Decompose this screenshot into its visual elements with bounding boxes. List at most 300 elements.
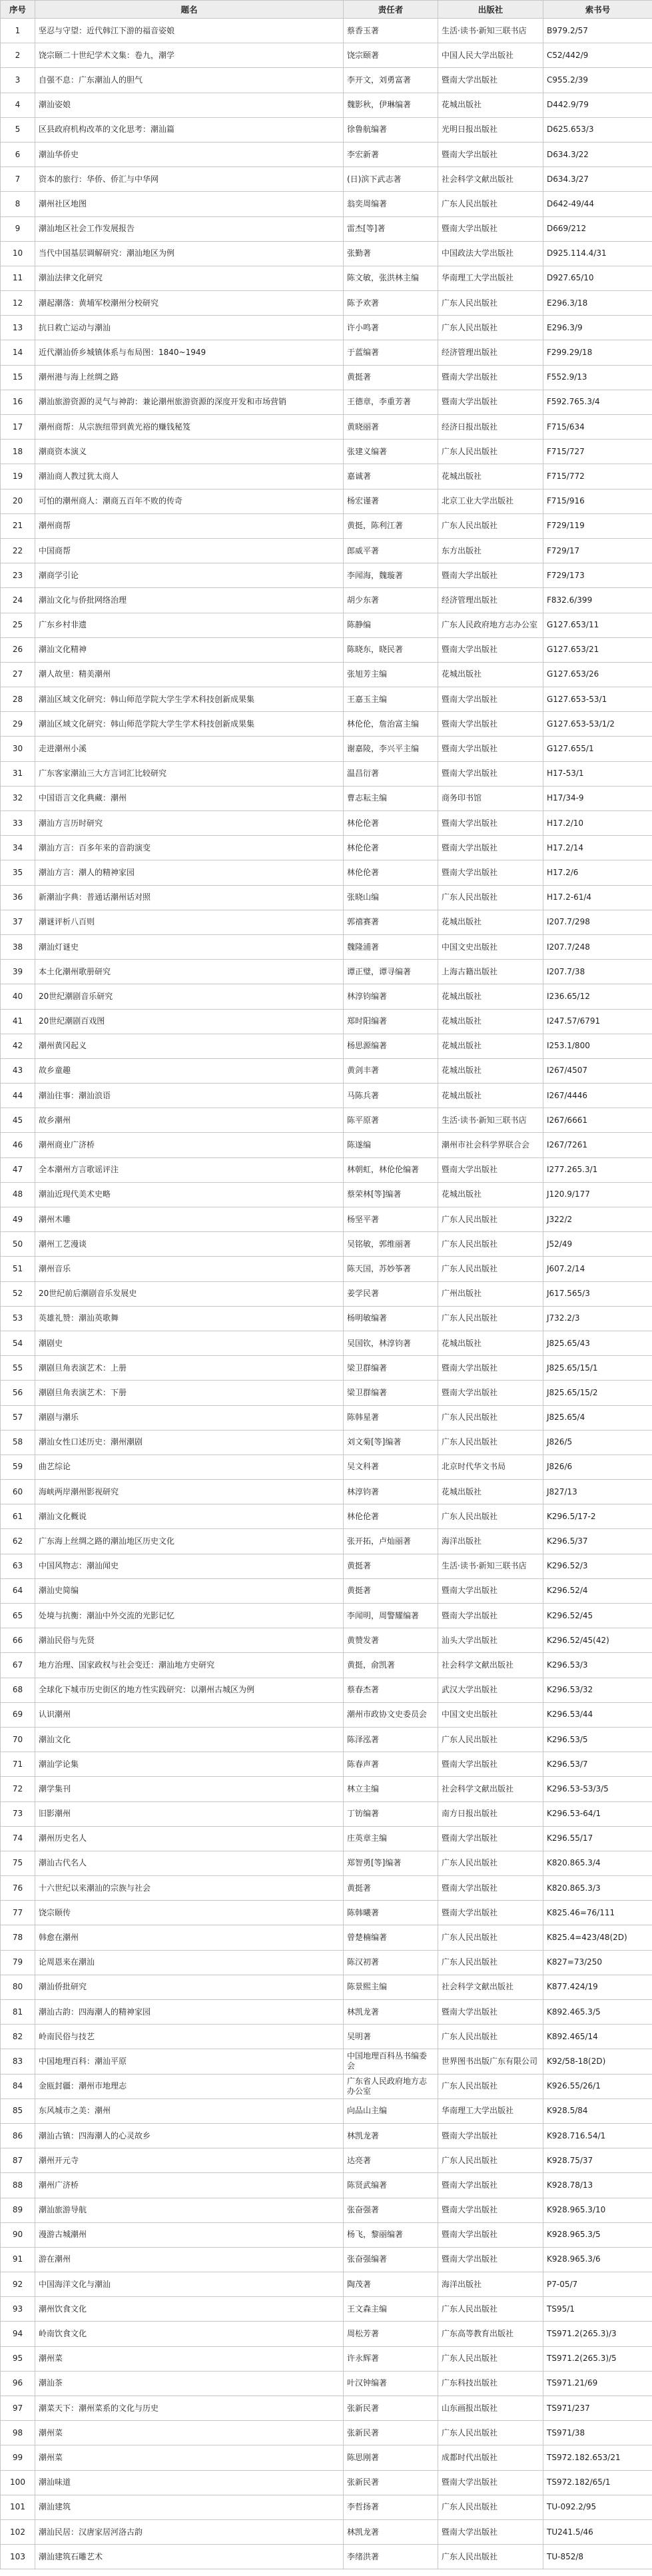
- cell-title: 潮汕文化与侨批网络治理: [35, 588, 344, 613]
- cell-publisher: 暨南大学出版社: [438, 1381, 543, 1405]
- cell-title: 潮州菜: [35, 2346, 344, 2371]
- table-row: [1, 1232, 652, 1257]
- cell-title: 潮汕方言：百多年来的音韵演变: [35, 836, 344, 860]
- table-row: [1, 1084, 652, 1108]
- cell-call-number: C955.2/39: [543, 68, 652, 93]
- cell-index: 40: [1, 984, 35, 1009]
- cell-author: 李绪洪著: [344, 2545, 438, 2569]
- cell-publisher: 中国文史出版社: [438, 934, 543, 959]
- cell-call-number: K877.424/19: [543, 1975, 652, 1999]
- cell-author: 曾楚楠编著: [344, 1925, 438, 1950]
- cell-index: 73: [1, 1801, 35, 1826]
- cell-index: 35: [1, 860, 35, 885]
- table-row: [1, 1578, 652, 1603]
- cell-call-number: J120.9/177: [543, 1182, 652, 1207]
- cell-index: 71: [1, 1752, 35, 1777]
- cell-title: 岭南民俗与技艺: [35, 2025, 344, 2049]
- cell-title: 潮汕民俗与先贤: [35, 1628, 344, 1653]
- cell-author: 林伦伦著: [344, 1504, 438, 1529]
- table-row: [1, 2371, 652, 2396]
- table-row: [1, 1554, 652, 1578]
- cell-author: 魏影秋，伊琳编著: [344, 93, 438, 117]
- cell-author: 陈韩曦著: [344, 1901, 438, 1925]
- cell-publisher: 暨南大学出版社: [438, 2198, 543, 2222]
- cell-title: 故乡潮州: [35, 1108, 344, 1133]
- cell-author: 林伦伦著: [344, 811, 438, 836]
- table-row: [1, 2445, 652, 2470]
- cell-author: 周松芳著: [344, 2322, 438, 2346]
- table-row: [1, 1009, 652, 1034]
- cell-index: 55: [1, 1356, 35, 1381]
- cell-publisher: 海洋出版社: [438, 1529, 543, 1554]
- cell-title: 新潮汕字典：普通话潮州话对照: [35, 885, 344, 910]
- cell-index: 49: [1, 1207, 35, 1232]
- cell-author: 郭禧赛著: [344, 910, 438, 934]
- cell-call-number: I207.7/248: [543, 934, 652, 959]
- cell-index: 87: [1, 2148, 35, 2173]
- cell-call-number: E296.3/9: [543, 316, 652, 340]
- cell-index: 66: [1, 1628, 35, 1653]
- cell-call-number: K928.78/13: [543, 2173, 652, 2198]
- cell-publisher: 暨南大学出版社: [438, 1157, 543, 1182]
- table-row: [1, 2123, 652, 2148]
- cell-index: 90: [1, 2222, 35, 2247]
- cell-index: 58: [1, 1430, 35, 1454]
- cell-index: 80: [1, 1975, 35, 1999]
- cell-publisher: 生活·读书·新知三联书店: [438, 19, 543, 43]
- cell-call-number: K928.965.3/6: [543, 2247, 652, 2272]
- cell-publisher: 花城出版社: [438, 1331, 543, 1355]
- cell-author: 李开文，刘勇富著: [344, 68, 438, 93]
- cell-author: 陈晓东，晓民著: [344, 637, 438, 662]
- table-row: [1, 1727, 652, 1752]
- cell-publisher: 生活·读书·新知三联书店: [438, 1554, 543, 1578]
- cell-call-number: K892.465/14: [543, 2025, 652, 2049]
- table-row: [1, 1529, 652, 1554]
- cell-index: 64: [1, 1578, 35, 1603]
- cell-author: 黄挺著: [344, 1578, 438, 1603]
- table-row: [1, 538, 652, 563]
- cell-index: 102: [1, 2519, 35, 2544]
- cell-call-number: I267/6661: [543, 1108, 652, 1133]
- cell-publisher: 花城出版社: [438, 1182, 543, 1207]
- table-row: [1, 1430, 652, 1454]
- cell-index: 54: [1, 1331, 35, 1355]
- cell-call-number: H17/34-9: [543, 786, 652, 810]
- cell-call-number: I253.1/800: [543, 1034, 652, 1058]
- cell-publisher: 汕头大学出版社: [438, 1628, 543, 1653]
- cell-author: 张新民著: [344, 2421, 438, 2445]
- cell-author: 陈汉初著: [344, 1950, 438, 1975]
- cell-title: 潮州商业广济桥: [35, 1133, 344, 1157]
- table-row: [1, 1777, 652, 1801]
- cell-index: 8: [1, 192, 35, 216]
- table-row: [1, 68, 652, 93]
- cell-call-number: K296.53/32: [543, 1678, 652, 1702]
- cell-title: 20世纪前后潮剧音乐发展史: [35, 1281, 344, 1306]
- cell-publisher: 广东人民出版社: [438, 2346, 543, 2371]
- cell-author: 郑智勇[等]编著: [344, 1851, 438, 1875]
- cell-call-number: D925.114.4/31: [543, 241, 652, 266]
- cell-publisher: 经济管理出版社: [438, 340, 543, 365]
- cell-call-number: J826/6: [543, 1454, 652, 1479]
- cell-publisher: 暨南大学出版社: [438, 737, 543, 761]
- cell-author: 达亮著: [344, 2148, 438, 2173]
- cell-index: 88: [1, 2173, 35, 2198]
- cell-index: 94: [1, 2322, 35, 2346]
- cell-call-number: H17-53/1: [543, 761, 652, 786]
- header-title: 题名: [35, 1, 344, 19]
- cell-publisher: 暨南大学出版社: [438, 1876, 543, 1901]
- table-row: [1, 2000, 652, 2025]
- cell-title: 曲艺综论: [35, 1454, 344, 1479]
- cell-author: 黄挺著: [344, 1876, 438, 1901]
- table-row: [1, 2495, 652, 2519]
- cell-index: 15: [1, 365, 35, 390]
- cell-index: 89: [1, 2198, 35, 2222]
- cell-author: 林伦伦著: [344, 836, 438, 860]
- cell-title: 抗日救亡运动与潮汕: [35, 316, 344, 340]
- cell-author: 黄挺，俞凯著: [344, 1653, 438, 1678]
- cell-index: 51: [1, 1257, 35, 1281]
- cell-title: 潮汕区域文化研究：韩山师范学院大学生学术科技创新成果集: [35, 687, 344, 712]
- cell-title: 潮汕古代名人: [35, 1851, 344, 1875]
- cell-index: 98: [1, 2421, 35, 2445]
- table-row: [1, 984, 652, 1009]
- cell-publisher: 广东人民出版社: [438, 1727, 543, 1752]
- cell-author: 丁钫编著: [344, 1801, 438, 1826]
- table-row: [1, 2545, 652, 2569]
- cell-title: 东风城市之美：潮州: [35, 2098, 344, 2123]
- cell-author: 姜学民著: [344, 1281, 438, 1306]
- cell-call-number: D442.9/79: [543, 93, 652, 117]
- table-row: [1, 142, 652, 166]
- cell-publisher: 中国政法大学出版社: [438, 241, 543, 266]
- cell-author: 刘文菊[等]编著: [344, 1430, 438, 1454]
- table-row: [1, 2322, 652, 2346]
- cell-title: 潮州工艺漫谈: [35, 1232, 344, 1257]
- cell-author: 广东省人民政府地方志办公室: [344, 2074, 438, 2098]
- table-row: [1, 464, 652, 489]
- cell-author: 黄赞发著: [344, 1628, 438, 1653]
- cell-author: 陈思刚著: [344, 2445, 438, 2470]
- cell-title: 全球化下城市历史街区的地方性实践研究：以潮州古城区为例: [35, 1678, 344, 1702]
- cell-author: 翁奕周编著: [344, 192, 438, 216]
- table-row: [1, 19, 652, 43]
- cell-publisher: 广东人民出版社: [438, 2025, 543, 2049]
- header-publisher: 出版社: [438, 1, 543, 19]
- table-row: [1, 1405, 652, 1430]
- cell-call-number: G127.653-53/1: [543, 687, 652, 712]
- table-row: [1, 1653, 652, 1678]
- cell-publisher: 花城出版社: [438, 910, 543, 934]
- cell-publisher: 花城出版社: [438, 93, 543, 117]
- cell-index: 61: [1, 1504, 35, 1529]
- cell-index: 2: [1, 43, 35, 68]
- table-row: [1, 1257, 652, 1281]
- cell-title: 潮州社区地图: [35, 192, 344, 216]
- cell-publisher: 广东人民出版社: [438, 291, 543, 316]
- cell-author: 林淳钧著: [344, 1480, 438, 1504]
- cell-index: 84: [1, 2074, 35, 2098]
- cell-publisher: 暨南大学出版社: [438, 216, 543, 241]
- cell-call-number: TS971.2(265.3)/5: [543, 2346, 652, 2371]
- cell-publisher: 广东人民出版社: [438, 1405, 543, 1430]
- cell-index: 10: [1, 241, 35, 266]
- cell-index: 83: [1, 2049, 35, 2074]
- table-row: [1, 2074, 652, 2098]
- cell-call-number: K296.53-64/1: [543, 1801, 652, 1826]
- cell-call-number: F715/634: [543, 415, 652, 440]
- cell-index: 68: [1, 1678, 35, 1702]
- cell-index: 48: [1, 1182, 35, 1207]
- cell-call-number: D669/212: [543, 216, 652, 241]
- cell-title: 20世纪潮剧音乐研究: [35, 984, 344, 1009]
- cell-author: 李闻海，魏璇著: [344, 563, 438, 588]
- cell-index: 31: [1, 761, 35, 786]
- table-row: [1, 43, 652, 68]
- cell-title: 英雄礼赞：潮汕英歌舞: [35, 1306, 344, 1331]
- cell-author: 张奋强编著: [344, 2247, 438, 2272]
- cell-index: 34: [1, 836, 35, 860]
- cell-title: 潮汕方言历时研究: [35, 811, 344, 836]
- cell-author: 陶茂著: [344, 2272, 438, 2297]
- cell-call-number: J826/5: [543, 1430, 652, 1454]
- cell-title: 潮汕味道: [35, 2470, 344, 2495]
- cell-index: 47: [1, 1157, 35, 1182]
- cell-call-number: B979.2/57: [543, 19, 652, 43]
- cell-author: 马陈兵著: [344, 1084, 438, 1108]
- cell-publisher: 广东人民出版社: [438, 885, 543, 910]
- cell-index: 78: [1, 1925, 35, 1950]
- cell-index: 3: [1, 68, 35, 93]
- cell-author: 陈遂编: [344, 1133, 438, 1157]
- table-row: [1, 885, 652, 910]
- cell-author: 陈贤武编著: [344, 2173, 438, 2198]
- cell-title: 全本潮州方言歌谣评注: [35, 1157, 344, 1182]
- table-row: [1, 1604, 652, 1628]
- cell-index: 99: [1, 2445, 35, 2470]
- cell-title: 潮汕方言：潮人的精神家园: [35, 860, 344, 885]
- table-row: [1, 712, 652, 737]
- cell-title: 潮汕华侨史: [35, 142, 344, 166]
- cell-publisher: 花城出版社: [438, 1480, 543, 1504]
- cell-index: 75: [1, 1851, 35, 1875]
- cell-index: 59: [1, 1454, 35, 1479]
- cell-publisher: 广东人民出版社: [438, 2495, 543, 2519]
- table-row: [1, 1702, 652, 1727]
- cell-author: 蔡香玉著: [344, 19, 438, 43]
- cell-call-number: K296.52/45: [543, 1604, 652, 1628]
- cell-title: 认识潮州: [35, 1702, 344, 1727]
- cell-call-number: TS972.182/65/1: [543, 2470, 652, 2495]
- cell-call-number: TS971.2(265.3)/3: [543, 2322, 652, 2346]
- cell-index: 103: [1, 2545, 35, 2569]
- table-row: [1, 1454, 652, 1479]
- table-row: [1, 266, 652, 290]
- cell-call-number: G127.655/1: [543, 737, 652, 761]
- cell-call-number: I207.7/38: [543, 960, 652, 984]
- cell-title: 潮州开元寺: [35, 2148, 344, 2173]
- cell-title: 本土化潮州歌册研究: [35, 960, 344, 984]
- cell-author: 饶宗颐著: [344, 43, 438, 68]
- cell-publisher: 社会科学文献出版社: [438, 1653, 543, 1678]
- cell-title: 潮汕女性口述历史：潮州潮剧: [35, 1430, 344, 1454]
- cell-index: 23: [1, 563, 35, 588]
- cell-call-number: J825.65/4: [543, 1405, 652, 1430]
- cell-title: 中国风物志：潮汕闻史: [35, 1554, 344, 1578]
- table-row: [1, 192, 652, 216]
- cell-call-number: F552.9/13: [543, 365, 652, 390]
- cell-title: 潮汕商人教过犹太商人: [35, 464, 344, 489]
- cell-title: 潮谜评析八百则: [35, 910, 344, 934]
- cell-call-number: TU-852/8: [543, 2545, 652, 2569]
- cell-author: 吴铭敏，郭维丽著: [344, 1232, 438, 1257]
- cell-title: 潮剧史: [35, 1331, 344, 1355]
- cell-author: 陈春声著: [344, 1752, 438, 1777]
- cell-index: 50: [1, 1232, 35, 1257]
- cell-publisher: 广东人民出版社: [438, 2545, 543, 2569]
- cell-publisher: 中国文史出版社: [438, 1702, 543, 1727]
- cell-publisher: 北京工业大学出版社: [438, 489, 543, 513]
- cell-call-number: TS971/237: [543, 2396, 652, 2421]
- cell-index: 100: [1, 2470, 35, 2495]
- table-row: [1, 1207, 652, 1232]
- cell-call-number: F299.29/18: [543, 340, 652, 365]
- table-row: [1, 216, 652, 241]
- cell-publisher: 广东人民出版社: [438, 2074, 543, 2098]
- cell-author: 吴明著: [344, 2025, 438, 2049]
- cell-publisher: 社会科学文献出版社: [438, 1975, 543, 1999]
- cell-author: 许小鸣著: [344, 316, 438, 340]
- cell-publisher: 经济日报出版社: [438, 415, 543, 440]
- cell-publisher: 花城出版社: [438, 984, 543, 1009]
- cell-publisher: 生活·读书·新知三联书店: [438, 1108, 543, 1133]
- cell-publisher: 暨南大学出版社: [438, 1356, 543, 1381]
- cell-index: 60: [1, 1480, 35, 1504]
- cell-author: 张开拓，卢灿丽著: [344, 1529, 438, 1554]
- cell-call-number: I267/7261: [543, 1133, 652, 1157]
- cell-index: 86: [1, 2123, 35, 2148]
- cell-title: 十六世纪以来潮汕的宗族与社会: [35, 1876, 344, 1901]
- cell-publisher: 广东科技出版社: [438, 2371, 543, 2396]
- cell-index: 101: [1, 2495, 35, 2519]
- cell-index: 65: [1, 1604, 35, 1628]
- cell-index: 81: [1, 2000, 35, 2025]
- cell-title: 海峡两岸潮州影视研究: [35, 1480, 344, 1504]
- cell-call-number: P7-05/7: [543, 2272, 652, 2297]
- cell-publisher: 广东人民出版社: [438, 2297, 543, 2322]
- cell-title: 潮汕姿娘: [35, 93, 344, 117]
- cell-publisher: 武汉大学出版社: [438, 1678, 543, 1702]
- cell-call-number: J827/13: [543, 1480, 652, 1504]
- cell-publisher: 海洋出版社: [438, 2272, 543, 2297]
- cell-author: 张新民著: [344, 2470, 438, 2495]
- cell-author: 杨宏谨著: [344, 489, 438, 513]
- cell-publisher: 花城出版社: [438, 464, 543, 489]
- cell-call-number: K820.865.3/3: [543, 1876, 652, 1901]
- cell-call-number: K296.5/37: [543, 1529, 652, 1554]
- cell-title: 潮州木雕: [35, 1207, 344, 1232]
- cell-author: 林凯龙著: [344, 2519, 438, 2544]
- cell-call-number: J322/2: [543, 1207, 652, 1232]
- table-row: [1, 836, 652, 860]
- cell-publisher: 花城出版社: [438, 662, 543, 687]
- cell-index: 91: [1, 2247, 35, 2272]
- table-row: [1, 2173, 652, 2198]
- cell-call-number: H17.2/14: [543, 836, 652, 860]
- cell-publisher: 广东人民出版社: [438, 1925, 543, 1950]
- cell-title: 广东海上丝绸之路的潮汕地区历史文化: [35, 1529, 344, 1554]
- cell-title: 游在潮州: [35, 2247, 344, 2272]
- cell-title: 潮汕古韵：四海潮人的精神家园: [35, 2000, 344, 2025]
- cell-title: 潮汕灯谜史: [35, 934, 344, 959]
- table-row: [1, 2470, 652, 2495]
- table-row: [1, 1356, 652, 1381]
- cell-author: 黄挺著: [344, 1554, 438, 1578]
- cell-author: 陈静编: [344, 613, 438, 637]
- cell-call-number: TS972.182.653/21: [543, 2445, 652, 2470]
- cell-author: 王嘉玉主编: [344, 687, 438, 712]
- table-row: [1, 415, 652, 440]
- cell-index: 95: [1, 2346, 35, 2371]
- table-row: [1, 1925, 652, 1950]
- cell-index: 7: [1, 167, 35, 192]
- table-row: [1, 390, 652, 414]
- cell-author: 谢嘉陵，李兴平主编: [344, 737, 438, 761]
- table-row: [1, 1901, 652, 1925]
- cell-author: 林凯龙著: [344, 2000, 438, 2025]
- cell-call-number: K928.965.3/10: [543, 2198, 652, 2222]
- cell-call-number: K928.75/37: [543, 2148, 652, 2173]
- cell-index: 27: [1, 662, 35, 687]
- cell-publisher: 暨南大学出版社: [438, 712, 543, 737]
- cell-publisher: 暨南大学出版社: [438, 761, 543, 786]
- table-row: [1, 1851, 652, 1875]
- cell-call-number: J52/49: [543, 1232, 652, 1257]
- cell-publisher: 广东人民出版社: [438, 440, 543, 464]
- cell-author: 吴文科著: [344, 1454, 438, 1479]
- cell-index: 21: [1, 513, 35, 538]
- cell-author: 曹志耘主编: [344, 786, 438, 810]
- cell-call-number: H17.2/6: [543, 860, 652, 885]
- cell-title: 潮州菜: [35, 2445, 344, 2470]
- cell-call-number: J825.65/15/2: [543, 1381, 652, 1405]
- cell-publisher: 暨南大学出版社: [438, 142, 543, 166]
- cell-publisher: 暨南大学出版社: [438, 2519, 543, 2544]
- cell-publisher: 经济管理出版社: [438, 588, 543, 613]
- cell-title: 潮汕学论集: [35, 1752, 344, 1777]
- cell-title: 潮州商帮：从宗族纽带到黄光裕的赚钱秘笈: [35, 415, 344, 440]
- cell-index: 45: [1, 1108, 35, 1133]
- cell-author: 梁卫群编著: [344, 1381, 438, 1405]
- cell-index: 29: [1, 712, 35, 737]
- cell-call-number: K296.53/7: [543, 1752, 652, 1777]
- cell-publisher: 暨南大学出版社: [438, 563, 543, 588]
- cell-author: 陈泽泓著: [344, 1727, 438, 1752]
- cell-publisher: 广州出版社: [438, 1281, 543, 1306]
- cell-index: 28: [1, 687, 35, 712]
- cell-call-number: F715/916: [543, 489, 652, 513]
- cell-author: 向品山主编: [344, 2098, 438, 2123]
- header-index: 序号: [1, 1, 35, 19]
- cell-author: 潮州市政协文史委员会: [344, 1702, 438, 1727]
- cell-title: 广东乡村非遗: [35, 613, 344, 637]
- cell-call-number: F715/727: [543, 440, 652, 464]
- cell-title: 中国语言文化典藏：潮州: [35, 786, 344, 810]
- cell-index: 37: [1, 910, 35, 934]
- cell-title: 潮汕侨批研究: [35, 1975, 344, 1999]
